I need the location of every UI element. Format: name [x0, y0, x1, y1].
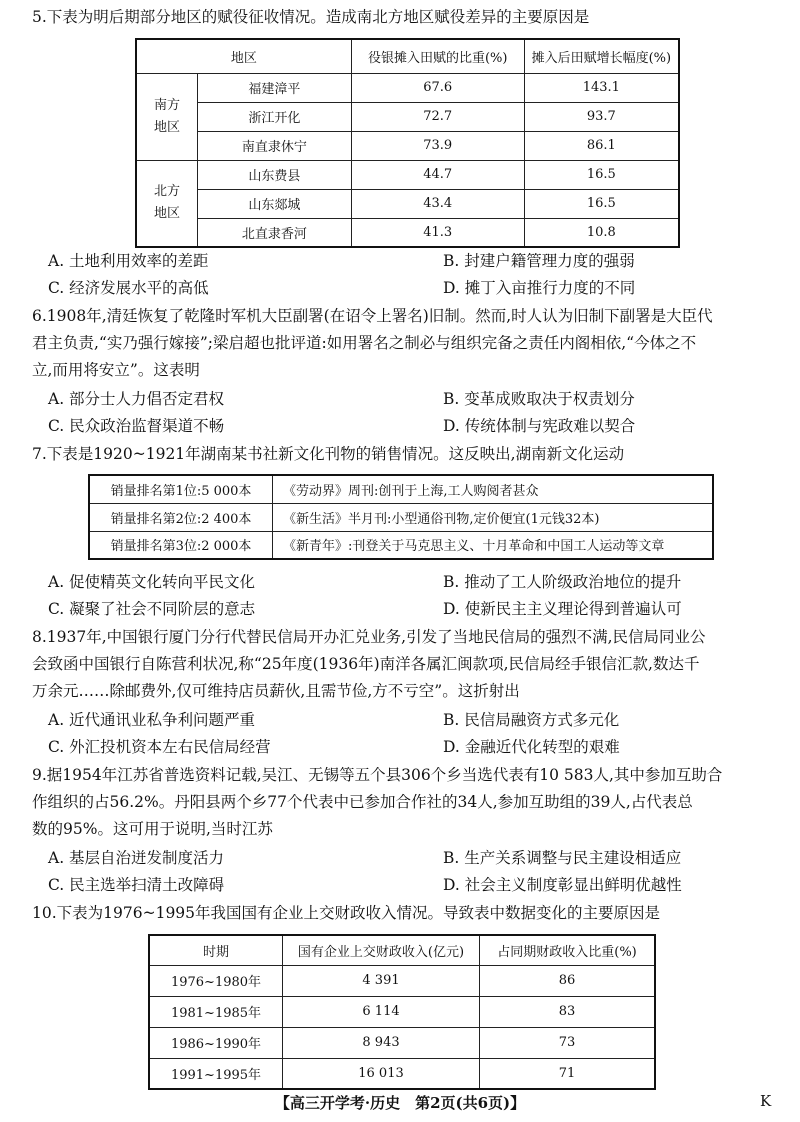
question-line: 6.1908年,清廷恢复了乾隆时军机大臣副署(在诏令上署名)旧制。然而,时人认为旧制下副署是大臣代 [32, 307, 713, 325]
q7-options [48, 569, 768, 623]
question-stem: 5.下表为明后期部分地区的赋役征收情况。造成南北方地区赋役差异的主要原因是 [32, 8, 590, 26]
q6-options [48, 386, 768, 440]
table-cell: 83 [480, 996, 656, 1027]
question-line: 8.1937年,中国银行厦门分行代替民信局开办汇兑业务,引发了当地民信局的强烈不满,民信局同业公 [32, 628, 706, 646]
table-cell: 山东郯城 [198, 189, 352, 218]
table-cell: 44.7 [351, 160, 524, 189]
option-d[interactable]: D. 社会主义制度彰显出鲜明优越性 [443, 876, 682, 894]
option-a[interactable]: A. 部分士人力倡否定君权 [48, 390, 225, 408]
table-cell: 93.7 [524, 102, 679, 131]
option-d[interactable]: D. 传统体制与宪政难以契合 [443, 417, 636, 435]
option-c[interactable]: C. 凝聚了社会不同阶层的意志 [48, 600, 256, 618]
table-cell: 《劳动界》周刊:创刊于上海,工人购阅者甚众 [273, 475, 714, 503]
option-c[interactable]: C. 经济发展水平的高低 [48, 279, 209, 297]
option-d[interactable]: D. 使新民主主义理论得到普遍认可 [443, 600, 682, 618]
table-cell: 16 013 [283, 1058, 480, 1089]
question-line: 君主负责,“实乃强行嫁接”;梁启超也批评道:如用署名之制必与组织完备之责任内阁相依,“今体之不 [32, 334, 697, 352]
table-cell: 86.1 [524, 131, 679, 160]
option-b[interactable]: B. 封建户籍管理力度的强弱 [443, 252, 635, 270]
question-10 [32, 900, 772, 927]
option-a[interactable]: A. 土地利用效率的差距 [48, 252, 209, 270]
option-b[interactable]: B. 生产关系调整与民主建设相适应 [443, 849, 682, 867]
q5-options [48, 248, 768, 302]
table-header: 地区 [136, 39, 351, 73]
table-cell: 6 114 [283, 996, 480, 1027]
table-cell: 销量排名第1位:5 000本 [89, 475, 273, 503]
table-cell: 16.5 [524, 189, 679, 218]
table-header: 国有企业上交财政收入(亿元) [283, 935, 480, 965]
table-header: 占同期财政收入比重(%) [480, 935, 656, 965]
option-a[interactable]: A. 基层自治迸发制度活力 [48, 849, 225, 867]
table-cell: 浙江开化 [198, 102, 352, 131]
table-cell: 销量排名第3位:2 000本 [89, 531, 273, 559]
paper-code: K [760, 1092, 772, 1110]
option-d[interactable]: D. 金融近代化转型的艰难 [443, 738, 620, 756]
table-cell: 4 391 [283, 965, 480, 996]
q9-options [48, 845, 768, 899]
question-line: 万余元……除邮费外,仅可维持店员薪伙,且需节俭,方不亏空”。这折射出 [32, 682, 520, 700]
question-line: 9.据1954年江苏省普选资料记载,吴江、无锡等五个县306个乡当选代表有10 583人,其中参加互助合 [32, 766, 723, 784]
option-a[interactable]: A. 近代通讯业私争利问题严重 [48, 711, 256, 729]
question-7 [32, 441, 772, 468]
table-cell: 销量排名第2位:2 400本 [89, 503, 273, 531]
table-cell: 1981~1985年 [149, 996, 283, 1027]
table-cell: 南直隶休宁 [198, 131, 352, 160]
option-a[interactable]: A. 促使精英文化转向平民文化 [48, 573, 256, 591]
table-cell: 山东费县 [198, 160, 352, 189]
question-9 [32, 762, 772, 843]
region-cell: 北方 地区 [136, 160, 198, 247]
question-stem: 7.下表是1920~1921年湖南某书社新文化刊物的销售情况。这反映出,湖南新文化运动 [32, 445, 625, 463]
q8-options [48, 707, 768, 761]
table-cell: 10.8 [524, 218, 679, 247]
table-header: 摊入后田赋增长幅度(%) [524, 39, 679, 73]
table-cell: 73.9 [351, 131, 524, 160]
table-cell: 73 [480, 1027, 656, 1058]
question-line: 会致函中国银行自陈营利状况,称“25年度(1936年)南洋各属汇闽款项,民信局经手银信汇款,数达千 [32, 655, 700, 673]
table-cell: 1986~1990年 [149, 1027, 283, 1058]
option-b[interactable]: B. 推动了工人阶级政治地位的提升 [443, 573, 682, 591]
option-b[interactable]: B. 变革成败取决于权责划分 [443, 390, 635, 408]
table-cell: 1976~1980年 [149, 965, 283, 996]
question-8 [32, 624, 772, 705]
page-footer: 【高三开学考·历史 第2页(共6页)】 [274, 1094, 526, 1112]
table-header: 时期 [149, 935, 283, 965]
table-cell: 福建漳平 [198, 73, 352, 102]
table-header: 役银摊入田赋的比重(%) [351, 39, 524, 73]
q10-table [148, 934, 656, 1090]
q7-table [88, 474, 714, 560]
q5-table [135, 38, 680, 248]
table-cell: 《新青年》:刊登关于马克思主义、十月革命和中国工人运动等文章 [273, 531, 714, 559]
table-cell: 72.7 [351, 102, 524, 131]
option-c[interactable]: C. 外汇投机资本左右民信局经营 [48, 738, 271, 756]
table-cell: 86 [480, 965, 656, 996]
table-cell: 《新生活》半月刊:小型通俗刊物,定价便宜(1元钱32本) [273, 503, 714, 531]
table-cell: 67.6 [351, 73, 524, 102]
table-cell: 8 943 [283, 1027, 480, 1058]
question-line: 作组织的占56.2%。丹阳县两个乡77个代表中已参加合作社的34人,参加互助组的39人,占代表总 [32, 793, 693, 811]
option-d[interactable]: D. 摊丁入亩推行力度的不同 [443, 279, 636, 297]
table-cell: 1991~1995年 [149, 1058, 283, 1089]
table-cell: 41.3 [351, 218, 524, 247]
region-cell: 南方 地区 [136, 73, 198, 160]
table-cell: 143.1 [524, 73, 679, 102]
table-cell: 北直隶香河 [198, 218, 352, 247]
table-cell: 16.5 [524, 160, 679, 189]
question-stem: 10.下表为1976~1995年我国国有企业上交财政收入情况。导致表中数据变化的主要原因是 [32, 904, 661, 922]
table-cell: 71 [480, 1058, 656, 1089]
question-6 [32, 303, 772, 384]
option-c[interactable]: C. 民主选举扫清土改障碍 [48, 876, 225, 894]
option-b[interactable]: B. 民信局融资方式多元化 [443, 711, 620, 729]
question-5 [32, 4, 772, 31]
table-cell: 43.4 [351, 189, 524, 218]
question-line: 数的95%。这可用于说明,当时江苏 [32, 820, 273, 838]
option-c[interactable]: C. 民众政治监督渠道不畅 [48, 417, 225, 435]
question-line: 立,而用将安立”。这表明 [32, 361, 200, 379]
